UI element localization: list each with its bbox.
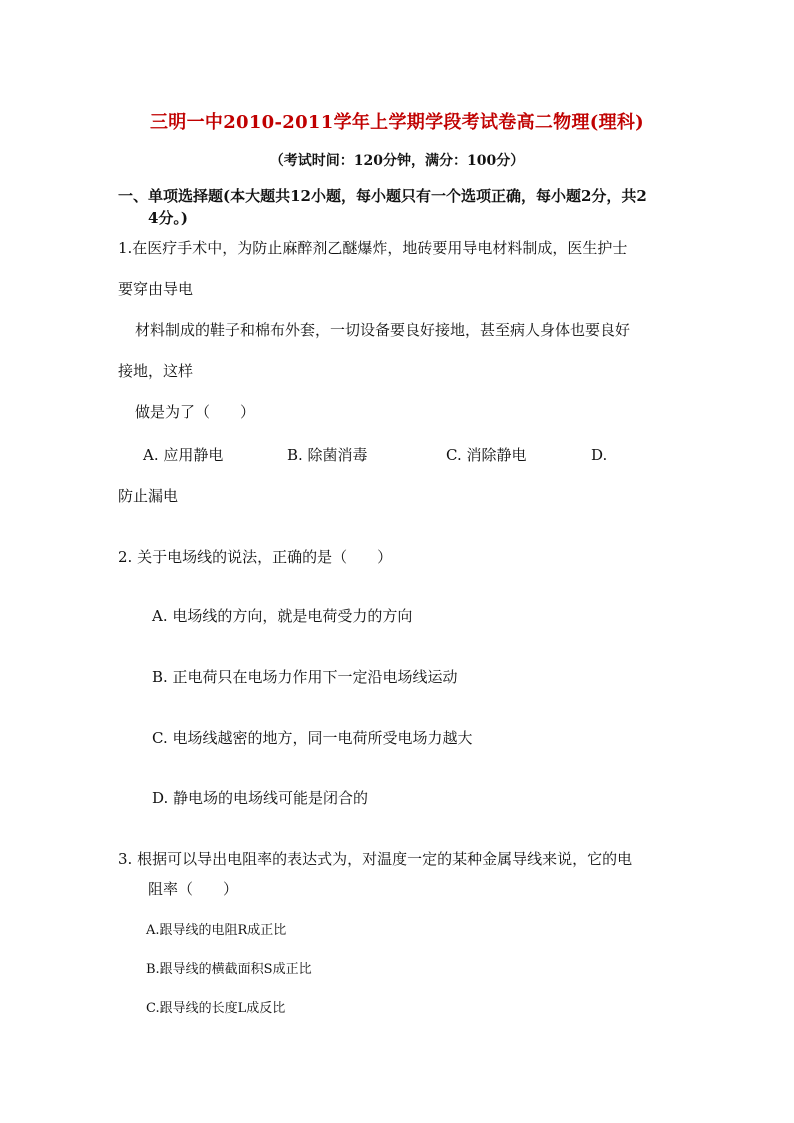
q1-option-d-label: D. <box>591 446 608 464</box>
q3-stem-line2: 阻率（ ） <box>148 880 239 898</box>
q1-stem-line4: 接地，这样 <box>118 362 194 380</box>
exam-title: 三明一中2010-2011学年上学期学段考试卷高二物理(理科) <box>150 112 644 133</box>
q2-option-a: A. 电场线的方向，就是电荷受力的方向 <box>152 607 413 625</box>
q1-option-c: C. 消除静电 <box>446 446 527 464</box>
section-heading-line1: 一、单项选择题(本大题共12小题，每小题只有一个选项正确，每小题2分，共2 <box>118 187 647 205</box>
q3-option-a: A.跟导线的电阻R成正比 <box>146 923 287 938</box>
q3-stem-line1: 3. 根据可以导出电阻率的表达式为，对温度一定的某种金属导线来说，它的电 <box>118 850 633 868</box>
q1-stem-line2: 要穿由导电 <box>118 280 194 298</box>
q2-option-d: D. 静电场的电场线可能是闭合的 <box>152 789 369 807</box>
q1-option-d-text: 防止漏电 <box>118 487 179 505</box>
q1-stem-line3: 材料制成的鞋子和棉布外套，一切设备要良好接地，甚至病人身体也要良好 <box>135 321 631 339</box>
q2-option-b: B. 正电荷只在电场力作用下一定沿电场线运动 <box>152 668 458 686</box>
q1-stem-line5: 做是为了（ ） <box>135 403 256 421</box>
q2-stem: 2. 关于电场线的说法，正确的是（ ） <box>118 548 393 566</box>
exam-subtitle: （考试时间：120分钟，满分：100分） <box>269 153 525 169</box>
q1-option-b: B. 除菌消毒 <box>287 446 368 464</box>
section-heading-line2: 4分。) <box>148 209 189 227</box>
q1-stem-line1: 1.在医疗手术中，为防止麻醉剂乙醚爆炸，地砖要用导电材料制成，医生护士 <box>118 239 628 257</box>
q2-option-c: C. 电场线越密的地方，同一电荷所受电场力越大 <box>152 729 473 747</box>
q3-option-b: B.跟导线的横截面积S成正比 <box>146 962 312 977</box>
q3-option-c: C.跟导线的长度L成反比 <box>146 1001 286 1016</box>
q1-option-a: A. 应用静电 <box>143 446 224 464</box>
